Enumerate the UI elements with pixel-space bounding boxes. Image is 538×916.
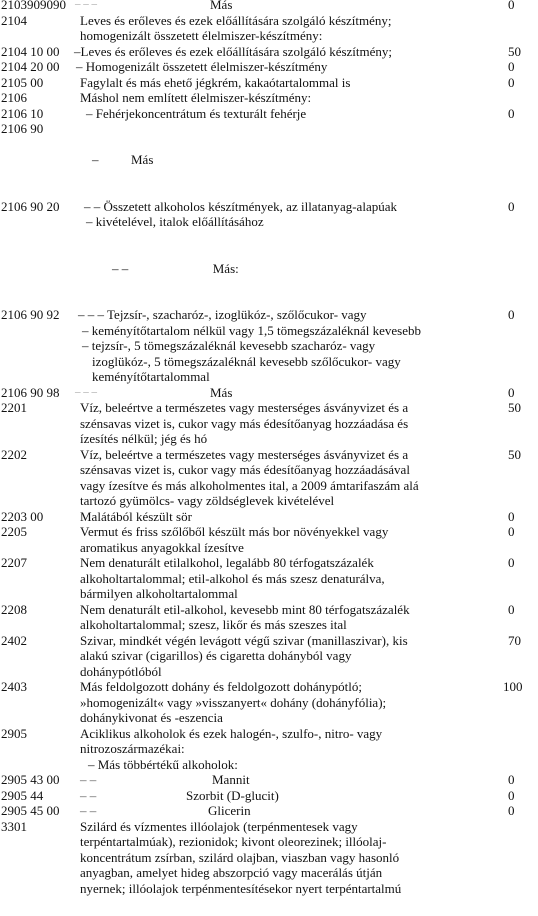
tariff-description-line: – kivételével, italok előállításához <box>86 214 264 229</box>
tariff-description-line: – – Más: <box>112 260 239 276</box>
tariff-row <box>0 819 538 897</box>
tariff-description-line: Más <box>210 384 233 400</box>
tariff-description-line: alakú szivar (cigarillos) és cigaretta dohányból vagy <box>80 648 352 663</box>
tariff-description-line: koncentrátum zsírban, szilárd olajban, viaszban vagy hasonló <box>80 849 400 865</box>
tariff-description-line: izoglükóz-, 5 tömegszázaléknál kevesebb szőlőcukor- vagy <box>92 353 401 369</box>
tariff-code: 2104 <box>1 12 27 28</box>
tariff-row <box>0 524 538 555</box>
tariff-row <box>0 90 538 106</box>
tariff-description <box>208 803 408 819</box>
tariff-dash-prefix: – – – <box>75 0 97 10</box>
tariff-description <box>80 819 510 897</box>
tariff-description-line: Szilárd és vízmentes illóolajok (terpénmentesek vagy <box>80 818 358 834</box>
tariff-description <box>80 509 500 525</box>
tariff-row <box>0 199 538 230</box>
tariff-rate: 0 <box>508 555 515 570</box>
tariff-description-line: aromatikus anyagokkal ízesítve <box>80 539 244 555</box>
tariff-description <box>80 90 500 106</box>
tariff-description-line: – – Összetett alkoholos készítmények, az illatanyag-alapúak <box>84 198 397 214</box>
tariff-code: 2207 <box>1 555 27 570</box>
tariff-description-line: Más <box>210 0 233 12</box>
tariff-description <box>80 679 500 726</box>
tariff-code: 2106 90 92 <box>1 307 60 322</box>
tariff-code: 2402 <box>1 632 27 648</box>
tariff-description <box>80 633 500 680</box>
tariff-row <box>0 509 538 525</box>
tariff-row <box>0 121 538 199</box>
tariff-description-line: Fagylalt és más ehető jégkrém, kakaótartalommal is <box>80 74 351 90</box>
tariff-row <box>0 400 538 447</box>
tariff-description <box>80 555 500 602</box>
tariff-rate: 0 <box>508 0 515 12</box>
tariff-description-line: Víz, beleértve a természetes vagy mesterséges ásványvizet és a <box>80 400 409 415</box>
tariff-dash-prefix: – – <box>80 787 97 803</box>
tariff-code: 2106 <box>1 90 27 105</box>
tariff-description-line: homogenizált összetett élelmiszer-készítmény: <box>80 28 323 43</box>
tariff-description-line: vagy ízesítve és más alkoholmentes ital, a 2009 ámtarifaszám alá <box>80 477 419 493</box>
tariff-description-line: bármilyen alkoholtartalommal <box>80 586 238 601</box>
tariff-description-line: – tejzsír-, 5 tömegszázaléknál kevesebb szacharóz- vagy <box>82 338 376 353</box>
tariff-row <box>0 13 538 44</box>
tariff-description-line: szénsavas vizet is, cukor vagy más édesítőanyag hozzáadása és <box>80 415 409 431</box>
tariff-description-line: ízesítés nélkül; jég és hó <box>80 431 208 446</box>
tariff-code: 2106 10 <box>1 105 44 121</box>
tariff-description-line: Mannit <box>212 772 250 787</box>
tariff-description <box>80 75 500 91</box>
tariff-rate: 0 <box>508 508 515 524</box>
tariff-description-line: Malátából készült sör <box>80 508 192 524</box>
tariff-code: 2403 <box>1 679 27 694</box>
tariff-code: 2103909090 <box>1 0 66 12</box>
tariff-code: 2202 <box>1 446 27 462</box>
tariff-description-line: Vermut és friss szőlőből készült más bor növényekkel vagy <box>80 524 389 539</box>
tariff-description <box>210 385 410 401</box>
tariff-description-line: »homogenizált« vagy »visszanyert« dohány (dohányfólia); <box>80 694 387 710</box>
tariff-row <box>0 726 538 757</box>
tariff-description-line: Glicerin <box>208 803 251 818</box>
tariff-description <box>186 788 386 804</box>
tariff-code: 2106 90 <box>1 121 44 136</box>
tariff-row <box>0 106 538 122</box>
tariff-description <box>76 59 496 75</box>
tariff-rate: 70 <box>508 632 521 648</box>
tariff-row <box>0 788 538 804</box>
tariff-description <box>80 602 500 633</box>
tariff-code: 2106 90 98 <box>1 384 60 400</box>
tariff-description <box>112 230 532 308</box>
tariff-dash-prefix: – – – <box>75 385 97 398</box>
tariff-code: 2104 10 00 <box>1 43 60 59</box>
tariff-code: 2201 <box>1 400 27 415</box>
tariff-description-line: tartozó gyümölcs- vagy zöldséglevek kivételével <box>80 493 335 508</box>
tariff-description-line: nyernek; illóolajok terpénmentesítésekor nyert terpéntartalmú <box>80 880 402 896</box>
tariff-row <box>0 230 538 308</box>
tariff-description-line: – – – Tejzsír-, szacharóz-, izoglükóz-, szőlőcukor- vagy <box>78 307 367 322</box>
tariff-rate: 0 <box>508 384 515 400</box>
tariff-code: 2905 45 00 <box>1 803 60 818</box>
tariff-rate: 50 <box>508 446 521 462</box>
tariff-dash-prefix: – – <box>80 803 97 818</box>
tariff-rate: 50 <box>508 43 521 59</box>
tariff-row <box>0 385 538 401</box>
tariff-row <box>0 555 538 602</box>
tariff-description <box>80 447 500 509</box>
tariff-row <box>0 75 538 91</box>
tariff-description-line: dohánypótlóból <box>80 663 162 679</box>
tariff-rate: 50 <box>508 400 521 415</box>
tariff-code: 2205 <box>1 524 27 539</box>
tariff-code: 2208 <box>1 601 27 617</box>
tariff-description-line: Víz, beleértve a természetes vagy mesterséges ásványvizet és a <box>80 446 409 462</box>
tariff-row <box>0 447 538 509</box>
tariff-description-line: Leves és erőleves és ezek előállítására szolgáló készítmény; <box>80 12 392 28</box>
tariff-description <box>86 106 506 122</box>
tariff-description-line: szénsavas vizet is, cukor vagy más édesítőanyag hozzáadásával <box>80 462 410 477</box>
tariff-row <box>0 803 538 819</box>
tariff-description-line: alkoholtartalommal; etil-alkohol és más szesz denaturálva, <box>80 570 385 586</box>
tariff-description-line: Nem denaturált etilalkohol, legalább 80 térfogatszázalék <box>80 555 374 570</box>
tariff-row <box>0 307 538 385</box>
tariff-row <box>0 633 538 680</box>
tariff-description-line: Nem denaturált etil-alkohol, kevesebb mint 80 térfogatszázalék <box>80 601 410 617</box>
tariff-row <box>0 679 538 726</box>
tariff-rate: 0 <box>508 59 515 74</box>
tariff-description-line: – Más <box>92 152 154 167</box>
tariff-rate: 0 <box>508 524 515 539</box>
tariff-code: 2203 00 <box>1 508 44 524</box>
tariff-description-line: –Leves és erőleves és ezek előállítására szolgáló készítmény; <box>74 43 393 59</box>
tariff-description <box>210 0 430 13</box>
tariff-description <box>80 524 500 555</box>
tariff-description-line: – Fehérjekoncentrátum és texturált fehérje <box>86 105 307 121</box>
tariff-description-line: Más feldolgozott dohány és feldolgozott dohánypótló; <box>80 679 362 694</box>
tariff-code: 2905 44 <box>1 787 44 803</box>
tariff-description <box>74 44 504 60</box>
tariff-rate: 0 <box>508 105 515 121</box>
tariff-description-line: Aciklikus alkoholok és ezek halogén-, szulfo-, nitro- vagy <box>80 725 383 741</box>
tariff-rate: 0 <box>508 74 515 90</box>
tariff-rate: 0 <box>508 803 515 818</box>
tariff-description-line: anyagban, amelyet hideg abszorpció vagy macerálás útján <box>80 865 383 880</box>
tariff-description-line: Szivar, mindkét végén levágott végű szivar (manillaszivar), kis <box>80 632 408 648</box>
tariff-dash-prefix: – – <box>80 772 97 787</box>
tariff-code: 3301 <box>1 818 27 834</box>
tariff-code: 2905 <box>1 725 27 741</box>
tariff-description <box>212 772 412 788</box>
tariff-description <box>80 400 500 447</box>
tariff-code: 2106 90 20 <box>1 198 60 214</box>
tariff-row <box>0 44 538 60</box>
tariff-description-line: terpéntartalmúak), rezionidok; kivont oleorezinek; illóolaj- <box>80 834 387 849</box>
tariff-code: 2905 43 00 <box>1 772 60 787</box>
tariff-description <box>84 199 504 230</box>
tariff-description-line: nitrozoszármazékai: <box>80 741 185 756</box>
tariff-rate: 0 <box>508 787 515 803</box>
tariff-description-line: – Homogenizált összetett élelmiszer-készítmény <box>76 59 328 74</box>
tariff-code: 2105 00 <box>1 74 44 90</box>
tariff-description <box>92 121 512 199</box>
tariff-description <box>80 13 500 44</box>
tariff-description-line: Szorbit (D-glucit) <box>186 787 279 803</box>
tariff-description-line: keményítőtartalommal <box>92 369 210 384</box>
tariff-description-line: – Más többértékű alkoholok: <box>88 756 238 772</box>
tariff-row <box>0 602 538 633</box>
tariff-description <box>78 307 508 385</box>
tariff-row <box>0 0 538 13</box>
tariff-rate: 0 <box>508 198 515 214</box>
tariff-rate: 100 <box>503 679 523 694</box>
tariff-rate: 0 <box>508 772 515 787</box>
tariff-row <box>0 772 538 788</box>
tariff-rate: 0 <box>508 601 515 617</box>
tariff-rate: 0 <box>508 307 515 322</box>
tariff-row <box>0 59 538 75</box>
tariff-description-line: – keményítőtartalom nélkül vagy 1,5 tömegszázaléknál kevesebb <box>82 322 421 338</box>
tariff-description-line: alkoholtartalommal; szesz, likőr és más szeszes ital <box>80 617 347 632</box>
tariff-description <box>80 726 500 757</box>
tariff-row <box>0 757 538 773</box>
tariff-description-line: Máshol nem említett élelmiszer-készítmény: <box>80 90 312 105</box>
tariff-code: 2104 20 00 <box>1 59 60 74</box>
tariff-description <box>88 757 508 773</box>
tariff-description-line: dohánykivonat és -eszencia <box>80 710 223 725</box>
